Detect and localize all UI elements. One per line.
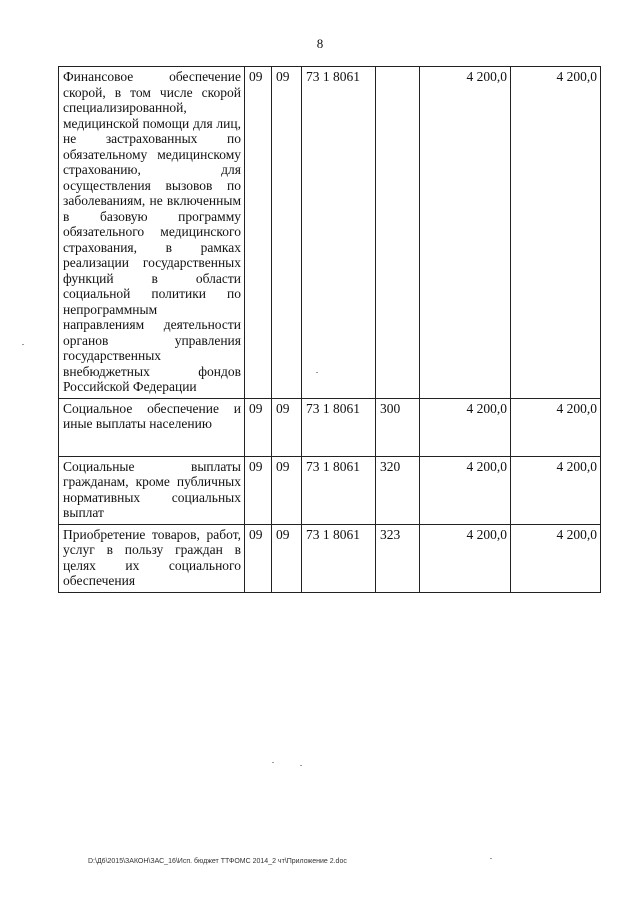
- expense-type-cell: 323: [376, 524, 420, 592]
- amount-executed-cell: 4 200,0: [511, 456, 601, 524]
- expense-type-cell: 320: [376, 456, 420, 524]
- target-article-cell: 73 1 8061: [302, 67, 376, 399]
- target-article-cell: 73 1 8061: [302, 456, 376, 524]
- scan-speck: [22, 344, 24, 345]
- row-name-cell: Финансовое обеспечение скорой, в том числе скорой специализированной, медицинской помощи для лиц, не застрахованных по обязательному медицинскому страхованию, для осуществления вызовов по заболеваниям, не включенным в базовую программу обязательного медицинского страхования, в рамках реализации государственных функций в области социальной политики по непрограммным направлениям деятельности органов управления государственных внебюджетных фондов Российской Федерации: [59, 67, 245, 399]
- subsection-code-cell: 09: [272, 524, 302, 592]
- amount-approved-cell: 4 200,0: [420, 456, 511, 524]
- table-row: [59, 67, 601, 399]
- scan-speck: [272, 762, 274, 763]
- section-code-cell: 09: [245, 398, 272, 456]
- section-code-cell: 09: [245, 456, 272, 524]
- amount-approved-cell: 4 200,0: [420, 524, 511, 592]
- subsection-code-cell: 09: [272, 398, 302, 456]
- target-article-cell: 73 1 8061: [302, 398, 376, 456]
- amount-approved-cell: 4 200,0: [420, 67, 511, 399]
- amount-approved-cell: 4 200,0: [420, 398, 511, 456]
- row-name-cell: Социальное обеспечение и иные выплаты населению: [59, 398, 245, 456]
- target-article-cell: 73 1 8061: [302, 524, 376, 592]
- row-name-cell: Приобретение товаров, работ, услуг в пользу граждан в целях их социального обеспечения: [59, 524, 245, 592]
- section-code-cell: 09: [245, 67, 272, 399]
- subsection-code-cell: 09: [272, 456, 302, 524]
- table-row: [59, 524, 601, 592]
- amount-executed-cell: 4 200,0: [511, 398, 601, 456]
- page-number: 8: [316, 36, 324, 51]
- scan-speck: [300, 765, 302, 766]
- table-row: [59, 398, 601, 456]
- section-code-cell: 09: [245, 524, 272, 592]
- budget-table: [58, 66, 601, 593]
- expense-type-cell: [376, 67, 420, 399]
- scan-speck: [490, 858, 492, 859]
- amount-executed-cell: 4 200,0: [511, 524, 601, 592]
- table-row: [59, 456, 601, 524]
- expense-type-cell: 300: [376, 398, 420, 456]
- scan-speck: [316, 372, 318, 373]
- amount-executed-cell: 4 200,0: [511, 67, 601, 399]
- subsection-code-cell: 09: [272, 67, 302, 399]
- file-path-footer: D:\Д6\2015\ЗАКОН\ЗАС_16\Исп. бюджет ТТФОМС 2014_2 чт\Приложение 2.doc: [88, 858, 347, 865]
- row-name-cell: Социальные выплаты гражданам, кроме публичных нормативных социальных выплат: [59, 456, 245, 524]
